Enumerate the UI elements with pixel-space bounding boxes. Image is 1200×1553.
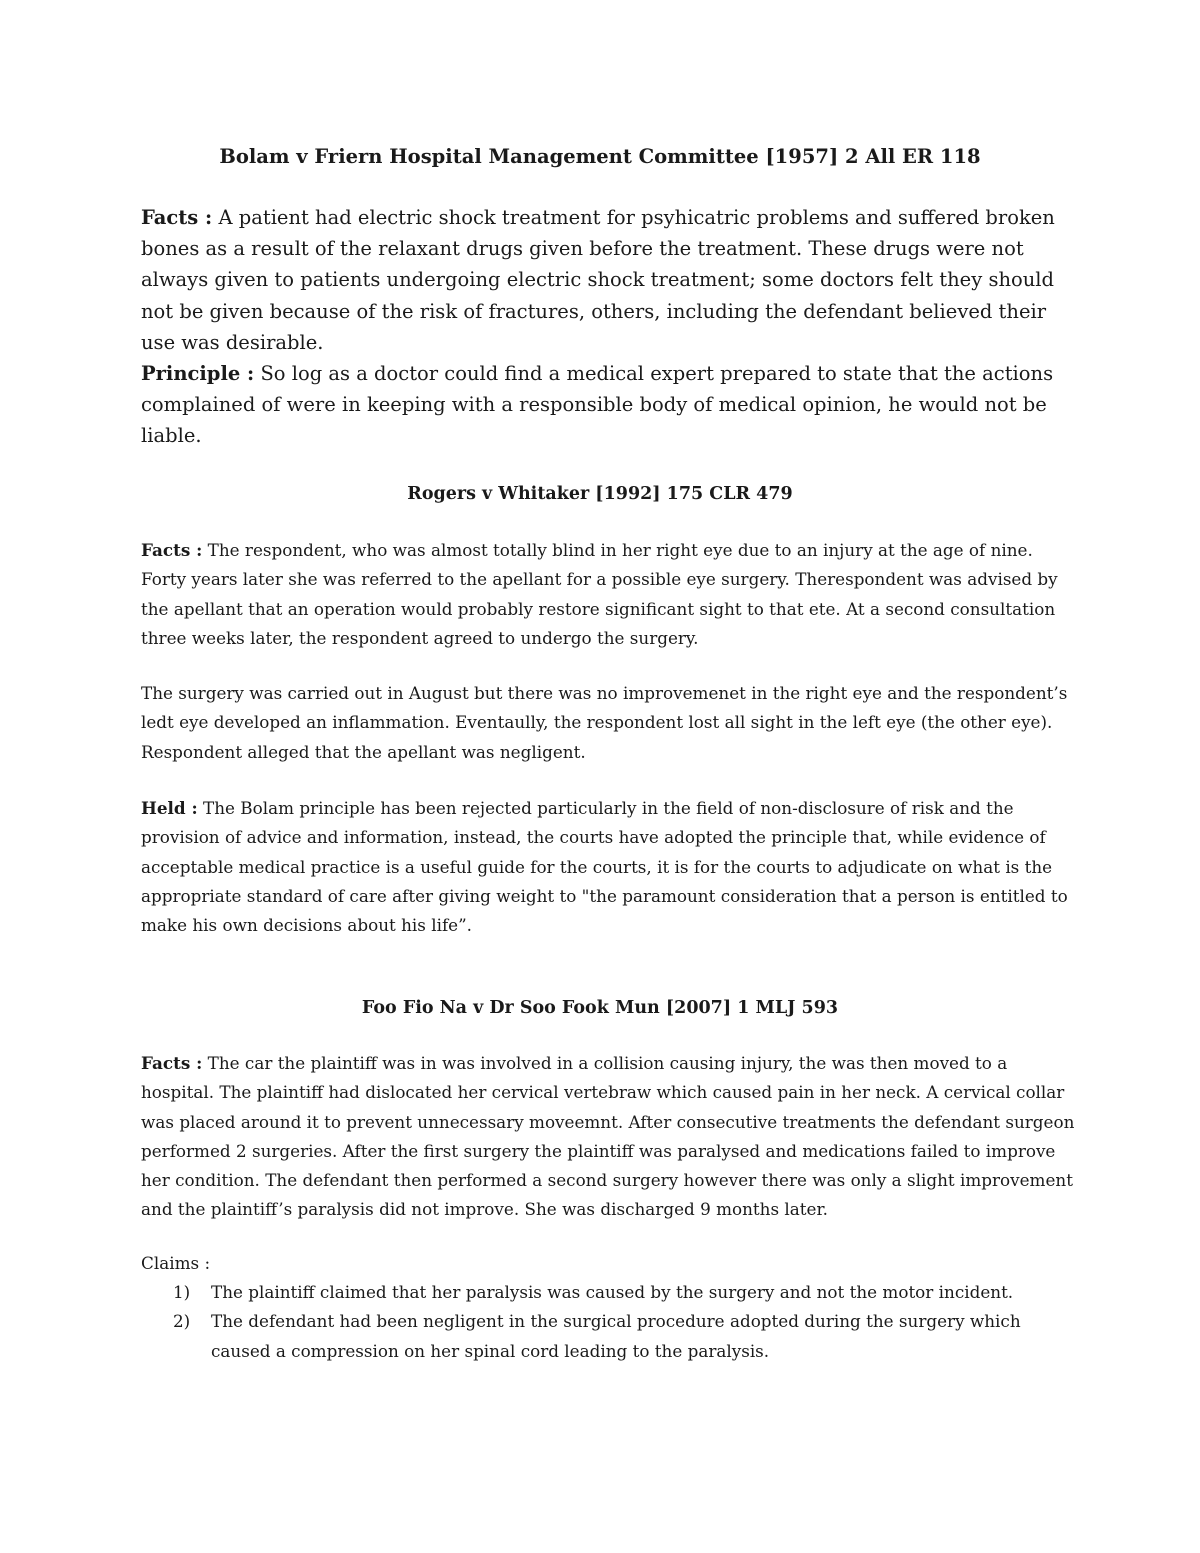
facts-label: Facts : bbox=[141, 1053, 203, 1073]
case-heading-foo-fio-na: Foo Fio Na v Dr Soo Fook Mun [2007] 1 MLJ 593 bbox=[361, 998, 839, 1018]
case-heading-bolam: Bolam v Friern Hospital Management Committee [1957] 2 All ER 118 bbox=[219, 145, 981, 168]
principle-text: So log as a doctor could find a medical expert prepared to state that the actions complained of were in keeping with a responsible body of medical opinion, he would not be liable. bbox=[141, 362, 1054, 448]
facts-text: A patient had electric shock treatment for psyhicatric problems and suffered broken bones as a result of the relaxant drugs given before the treatment. These drugs were not always given to patients undergoing electric shock treatment; some doctors felt they should not be given because of the risk of fractures, others, including the defendant believed their use was desirable. bbox=[141, 206, 1055, 354]
list-item-text: The plaintiff claimed that her paralysis was caused by the surgery and not the motor incident. bbox=[211, 1282, 1014, 1302]
rogers-surgery-paragraph: The surgery was carried out in August but there was no improvemenet in the right eye and the respondent’s ledt eye developed an inflammation. Eventaully, the respondent lost all sight in the left eye (the other eye). Respondent alleged that the apellant was negligent. bbox=[141, 683, 1068, 762]
rogers-facts-paragraph bbox=[141, 536, 1081, 653]
list-item bbox=[141, 1307, 1081, 1366]
claims-list bbox=[141, 1278, 1081, 1366]
list-number: 2) bbox=[173, 1311, 191, 1332]
bolam-facts-paragraph bbox=[141, 202, 1081, 358]
claims-label: Claims : bbox=[141, 1253, 211, 1273]
facts-text: The car the plaintiff was in was involved in a collision causing injury, the was then moved to a hospital. The plaintiff had dislocated her cervical vertebraw which caused pain in her neck. A cervical collar was placed around it to prevent unnecessary moveemnt. After consecutive treatments the defendant surgeon performed 2 surgeries. After the first surgery the plaintiff was paralysed and medications failed to improve her condition. The defendant then performed a second surgery however there was only a slight improvement and the plaintiff’s paralysis did not improve. She was discharged 9 months later. bbox=[141, 1053, 1075, 1220]
held-label: Held : bbox=[141, 798, 198, 818]
facts-label: Facts : bbox=[141, 206, 213, 229]
facts-label: Facts : bbox=[141, 540, 203, 560]
foo-facts-paragraph bbox=[141, 1049, 1081, 1225]
facts-text: The respondent, who was almost totally blind in her right eye due to an injury at the age of nine. Forty years later she was referred to the apellant for a possible eye surgery. Therespondent was advised by the apellant that an operation would probably restore significant sight to that ete. At a second consultation three weeks later, the respondent agreed to undergo the surgery. bbox=[141, 540, 1058, 648]
held-text: The Bolam principle has been rejected particularly in the field of non-disclosure of risk and the provision of advice and information, instead, the courts have adopted the principle that, while evidence of acceptable medical practice is a useful guide for the courts, it is for the courts to adjudicate on what is the appropriate standard of care after giving weight to "the paramount consideration that a person is entitled to make his own decisions about his life”. bbox=[141, 798, 1068, 936]
bolam-principle-paragraph bbox=[141, 358, 1081, 452]
list-number: 1) bbox=[173, 1282, 191, 1302]
list-item bbox=[141, 1278, 1081, 1307]
principle-label: Principle : bbox=[141, 362, 255, 385]
list-item-text: The defendant had been negligent in the surgical procedure adopted during the surgery which caused a compression on her spinal cord leading to the paralysis. bbox=[211, 1311, 1021, 1361]
rogers-held-paragraph bbox=[141, 794, 1081, 940]
case-heading-rogers: Rogers v Whitaker [1992] 175 CLR 479 bbox=[407, 484, 793, 504]
